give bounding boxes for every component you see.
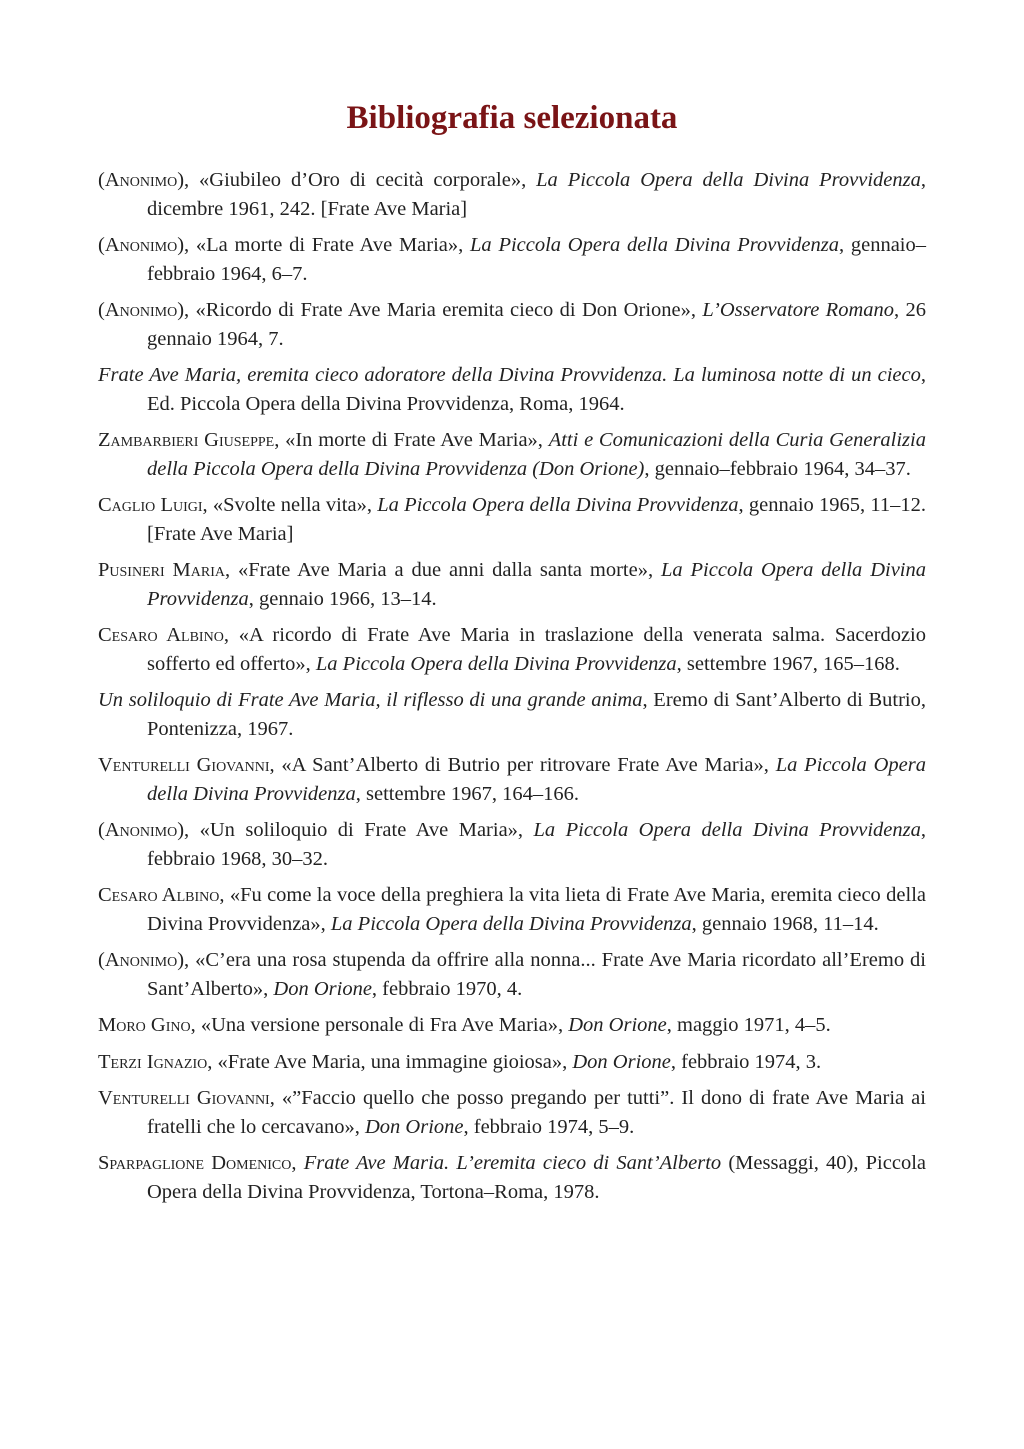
entry-text: (Messaggi, 40), Piccola Opera della Divina Provvidenza, Tortona–Roma, 1978. — [147, 1152, 926, 1203]
bibliography-entry — [98, 296, 926, 353]
entry-text: , gennaio 1966, 13–14. — [248, 587, 437, 610]
entry-title: Don Orione — [568, 1014, 667, 1036]
entry-author: Cesaro Albino — [98, 624, 224, 646]
entry-author: Sparpaglione Domenico — [98, 1152, 292, 1174]
entry-text: , settembre 1967, 164–166. — [355, 782, 579, 805]
entry-title: Don Orione — [572, 1050, 671, 1073]
entry-title: Atti e Comunicazioni della Curia Generalizia della Piccola Opera della Divina Provvidenza (Don Orione) — [147, 429, 926, 480]
bibliography-entry — [98, 166, 926, 223]
bibliography-entry — [98, 816, 926, 873]
entry-author: Caglio Luigi — [98, 494, 203, 516]
bibliography-entry — [98, 1149, 926, 1206]
bibliography-entry — [98, 1048, 926, 1077]
entry-author: Moro Gino — [98, 1014, 191, 1036]
entry-title: La Piccola Opera della Divina Provvidenza — [147, 754, 926, 805]
entry-author: Cesaro Albino — [98, 884, 220, 906]
bibliography-entry — [98, 1011, 926, 1040]
entry-text: , gennaio–febbraio 1964, 6–7. — [147, 234, 926, 285]
entry-text: , «A Sant’Alberto di Butrio per ritrovare Frate Ave Maria», — [269, 754, 776, 776]
entry-text: , gennaio 1965, 11–12. [Frate Ave Maria] — [147, 494, 926, 545]
entry-author: Anonimo — [104, 819, 178, 841]
entry-author: Anonimo — [104, 234, 178, 256]
entry-text: ( — [98, 299, 105, 321]
entry-text: , 26 gennaio 1964, 7. — [147, 299, 927, 350]
entry-author: Venturelli Giovanni — [98, 1087, 270, 1109]
entry-text: , Eremo di Sant’Alberto di Butrio, Pontenizza, 1967. — [147, 689, 926, 740]
entry-author: Anonimo — [104, 169, 178, 191]
entry-text: , maggio 1971, 4–5. — [666, 1014, 831, 1036]
entry-text: , febbraio 1968, 30–32. — [147, 819, 927, 870]
page-title: Bibliografia selezionata — [346, 100, 678, 136]
entry-text: ), «Un soliloquio di Frate Ave Maria», — [177, 819, 534, 841]
entry-text: , «Fu come la voce della preghiera la vita lieta di Frate Ave Maria, eremita cieco della Divina Provvidenza», — [147, 884, 926, 935]
bibliography-entry — [98, 556, 926, 613]
entry-title: Un soliloquio di Frate Ave Maria, il riflesso di una grande anima — [98, 689, 643, 711]
entry-text: ( — [98, 819, 105, 841]
entry-author: Anonimo — [104, 299, 178, 321]
entry-title: Frate Ave Maria. L’eremita cieco di Sant’Alberto — [303, 1152, 722, 1174]
entry-text: ), «La morte di Frate Ave Maria», — [177, 234, 471, 256]
entry-text: , «Frate Ave Maria, una immagine gioiosa», — [207, 1050, 573, 1073]
bibliography-entry — [98, 1084, 926, 1141]
entry-text: , «A ricordo di Frate Ave Maria in traslazione della venerata salma. Sacerdozio sofferto ed offerto», — [147, 624, 927, 675]
entry-text: , — [291, 1152, 304, 1174]
entry-author: Anonimo — [104, 949, 178, 971]
entry-text: ), «Ricordo di Frate Ave Maria eremita cieco di Don Orione», — [177, 299, 703, 321]
entry-text: , gennaio 1968, 11–14. — [691, 912, 879, 935]
entry-title: L’Osservatore Romano — [702, 299, 894, 321]
entry-text: , dicembre 1961, 242. [Frate Ave Maria] — [147, 169, 926, 220]
entry-author: Zambarbieri Giuseppe — [98, 429, 275, 451]
bibliography-entry — [98, 361, 926, 418]
entry-author: Terzi Ignazio — [98, 1050, 208, 1073]
entry-title: Don Orione — [273, 977, 372, 1000]
bibliography-entry — [98, 946, 926, 1003]
entry-text: , Ed. Piccola Opera della Divina Provvidenza, Roma, 1964. — [147, 364, 926, 415]
bibliography-entry — [98, 751, 926, 808]
entry-text: , «”Faccio quello che posso pregando per tutti”. Il dono di frate Ave Maria ai fratelli che lo cercavano», — [147, 1087, 926, 1138]
entry-text: ( — [98, 949, 105, 971]
entry-author: Venturelli Giovanni — [98, 754, 270, 776]
entry-text: , «In morte di Frate Ave Maria», — [274, 429, 549, 451]
entry-title: La Piccola Opera della Divina Provvidenza — [315, 652, 677, 675]
entry-title: La Piccola Opera della Divina Provvidenza — [533, 819, 921, 841]
entry-text: , gennaio–febbraio 1964, 34–37. — [644, 457, 911, 480]
entry-text: ( — [98, 234, 105, 256]
bibliography-entry — [98, 491, 926, 548]
entry-text: , febbraio 1970, 4. — [371, 977, 523, 1000]
bibliography-entry — [98, 621, 926, 678]
entry-title: La Piccola Opera della Divina Provvidenza — [536, 169, 921, 191]
entry-text: ), «C’era una rosa stupenda da offrire alla nonna... Frate Ave Maria ricordato all’Eremo di Sant’Alberto», — [147, 949, 926, 1000]
entry-title: Don Orione — [364, 1115, 464, 1138]
entry-text: ( — [98, 169, 105, 191]
entry-author: Pusineri Maria — [98, 559, 225, 581]
bibliography-entry — [98, 426, 926, 483]
entry-text: , «Una versione personale di Fra Ave Maria», — [190, 1014, 569, 1036]
entry-title: La Piccola Opera della Divina Provvidenza — [147, 559, 926, 610]
entry-text: ), «Giubileo d’Oro di cecità corporale», — [177, 169, 537, 191]
entry-text: , febbraio 1974, 5–9. — [463, 1115, 635, 1138]
entry-text: , settembre 1967, 165–168. — [676, 652, 900, 675]
entry-title: La Piccola Opera della Divina Provvidenza — [330, 912, 692, 935]
entry-title: Frate Ave Maria, eremita cieco adoratore della Divina Provvidenza. La luminosa notte di un cieco — [98, 364, 921, 386]
bibliography-entry — [98, 686, 926, 743]
bibliography-entry — [98, 881, 926, 938]
bibliography-entry — [98, 231, 926, 288]
entry-title: La Piccola Opera della Divina Provvidenza — [377, 494, 739, 516]
entry-text: , «Svolte nella vita», — [202, 494, 378, 516]
entry-text: , «Frate Ave Maria a due anni dalla santa morte», — [224, 559, 661, 581]
entry-text: , febbraio 1974, 3. — [670, 1050, 822, 1073]
bibliography-list — [98, 166, 926, 1214]
entry-title: La Piccola Opera della Divina Provvidenza — [470, 234, 839, 256]
